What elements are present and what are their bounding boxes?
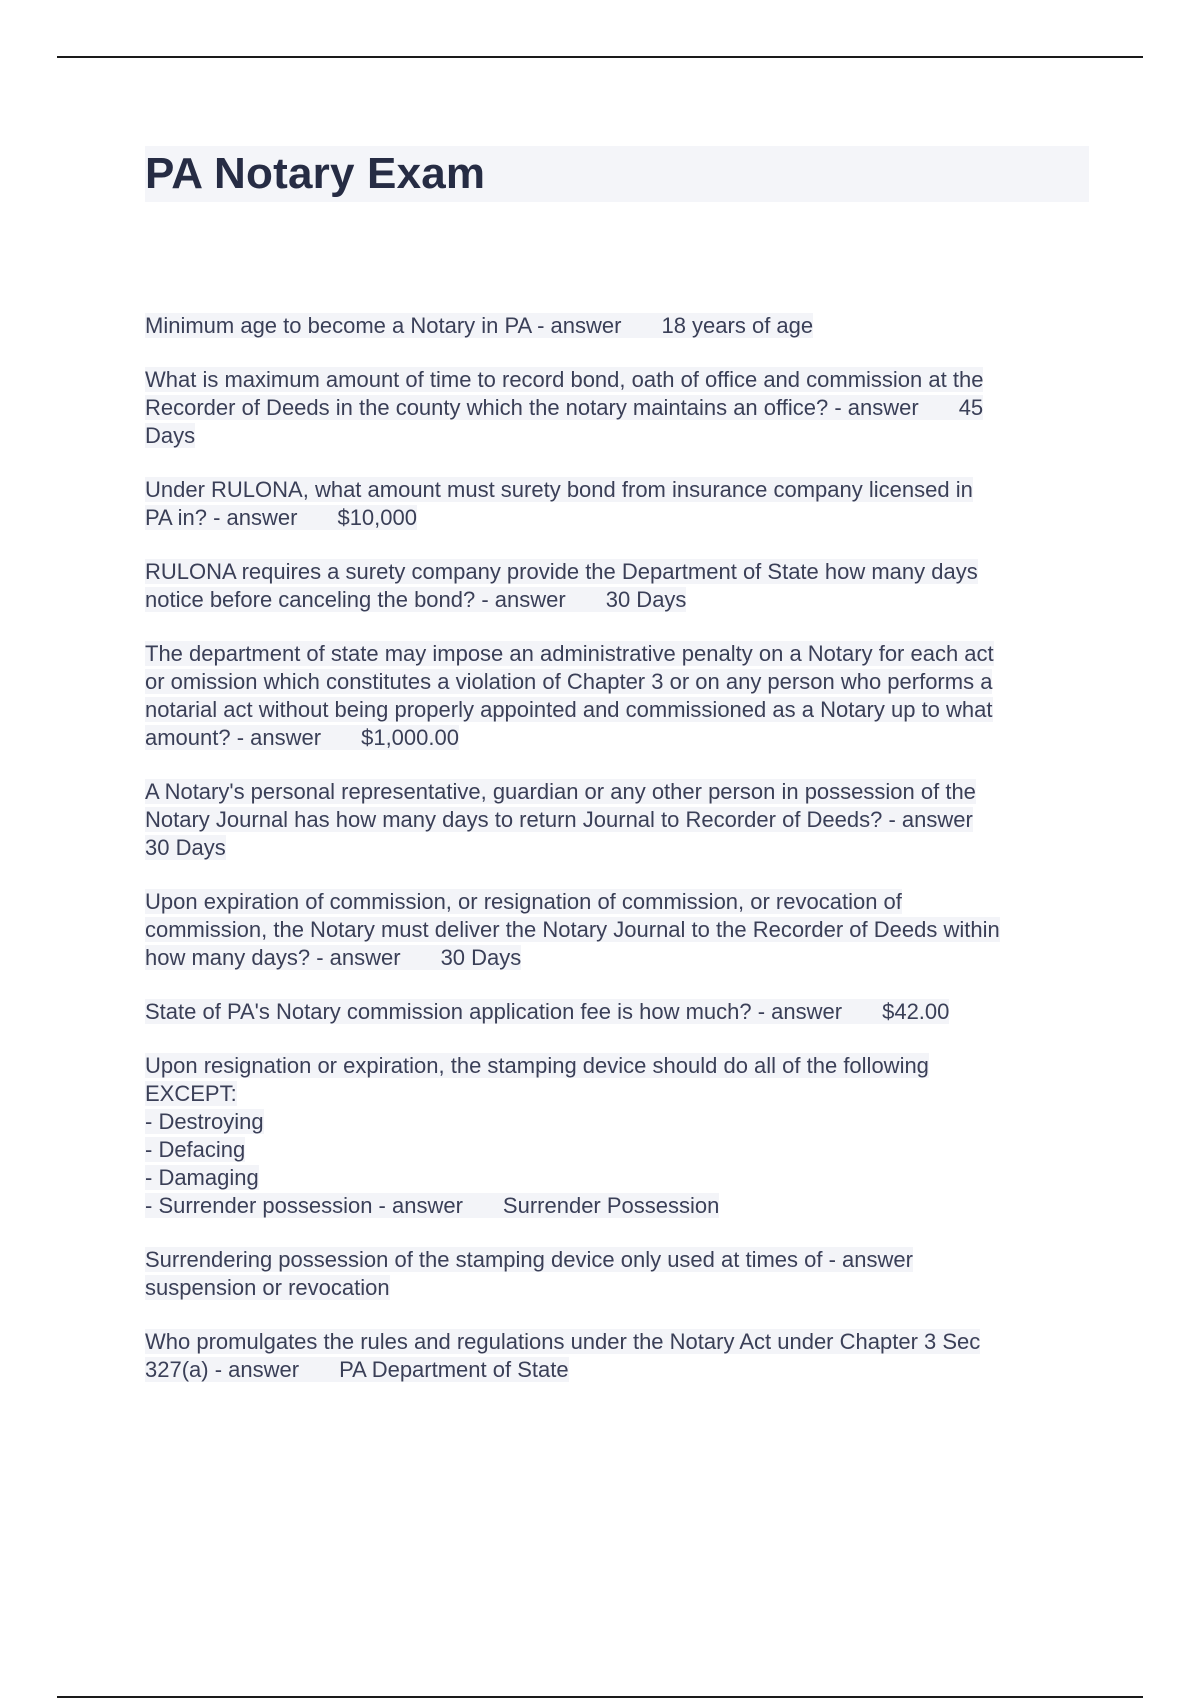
question-item	[145, 1246, 1095, 1302]
answer-text: 30 Days	[605, 587, 687, 612]
answer-text: 45 Days	[145, 395, 984, 448]
answer-text: Surrender Possession	[502, 1193, 720, 1218]
answer-text: 30 Days	[440, 945, 522, 970]
document-title: PA Notary Exam	[145, 146, 1089, 202]
question-item	[145, 476, 1095, 532]
question-text: State of PA's Notary commission application fee is how much? - answer	[145, 999, 843, 1024]
question-text: Who promulgates the rules and regulations under the Notary Act under Chapter 3 Sec 327(a) - answer	[145, 1329, 981, 1382]
question-text: What is maximum amount of time to record bond, oath of office and commission at the Recorder of Deeds in the county which the notary maintains an office? - answer	[145, 367, 984, 420]
question-item	[145, 1052, 1095, 1220]
answer-text: PA Department of State	[339, 1357, 569, 1382]
question-item	[145, 888, 1095, 972]
question-item	[145, 998, 1095, 1026]
answer-text: 18 years of age	[661, 313, 814, 338]
answer-text: $42.00	[882, 999, 950, 1024]
question-text: A Notary's personal representative, guardian or any other person in possession of the Notary Journal has how many days to return Journal to Recorder of Deeds? - answer 30 Days	[145, 779, 976, 860]
question-item	[145, 312, 1095, 340]
question-item	[145, 366, 1095, 450]
answer-text: $1,000.00	[361, 725, 459, 750]
question-text: Minimum age to become a Notary in PA - answer	[145, 313, 622, 338]
question-item	[145, 558, 1095, 614]
question-text: Upon resignation or expiration, the stamping device should do all of the following EXCEPT: - Destroying - Defacing - Damaging - Surrender possession - answer	[145, 1053, 929, 1218]
question-list	[145, 312, 1095, 1410]
question-text: Upon expiration of commission, or resignation of commission, or revocation of commission, the Notary must deliver the Notary Journal to the Recorder of Deeds within how many days? - answer	[145, 889, 1000, 970]
bottom-rule	[57, 1696, 1143, 1698]
answer-text: $10,000	[337, 505, 417, 530]
question-text: RULONA requires a surety company provide the Department of State how many days notice before canceling the bond? - answer	[145, 559, 978, 612]
question-item	[145, 1328, 1095, 1384]
question-text: Surrendering possession of the stamping device only used at times of - answer suspension or revocation	[145, 1247, 913, 1300]
question-text: The department of state may impose an administrative penalty on a Notary for each act or omission which constitutes a violation of Chapter 3 or on any person who performs a notarial act without being properly appointed and commissioned as a Notary up to what amount? - answer	[145, 641, 994, 750]
question-item	[145, 778, 1095, 862]
top-rule	[57, 56, 1143, 58]
question-text: Under RULONA, what amount must surety bond from insurance company licensed in PA in? - answer	[145, 477, 973, 530]
question-item	[145, 640, 1095, 752]
